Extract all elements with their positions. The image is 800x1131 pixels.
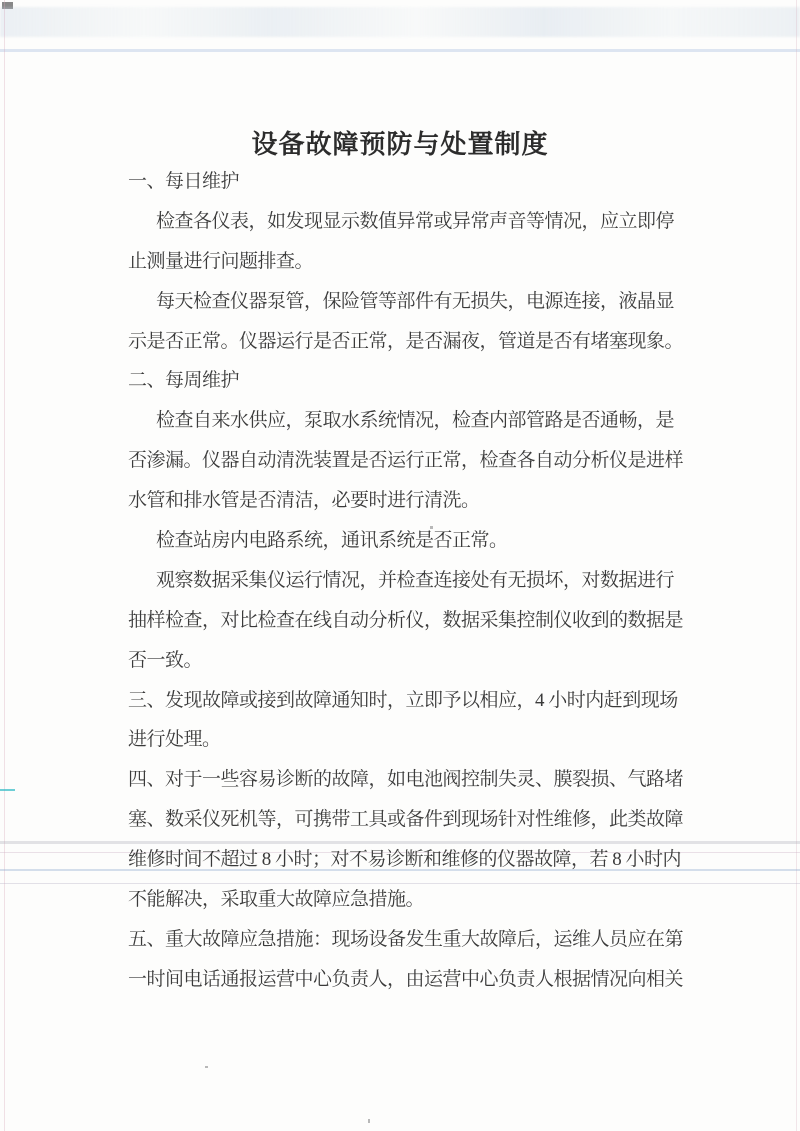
scan-speck — [368, 1119, 370, 1123]
text-line: 进行处理。 — [128, 729, 221, 751]
text-line: 否渗漏。仪器自动清洗装置是否运行正常，检查各自动分析仪是进样 — [128, 450, 684, 472]
text-line: 否一致。 — [128, 649, 203, 671]
text-line-section-5: 五、重大故障应急措施：现场设备发生重大故障后，运维人员应在第 — [128, 928, 684, 950]
text-line: 抽样检查，对比检查在线自动分析仪，数据采集控制仪收到的数据是 — [128, 609, 684, 631]
scan-noise-band — [0, 7, 800, 37]
scan-left-line — [4, 0, 5, 1131]
text-line-section-1: 一、每日维护 — [128, 171, 240, 192]
text-line: 水管和排水管是否清洁，必要时进行清洗。 — [128, 490, 480, 512]
text-line: 检查各仪表，如发现显示数值异常或异常声音等情况，应立即停 — [156, 210, 675, 232]
text-line: 观察数据采集仪运行情况，并检查连接处有无损坏，对数据进行 — [156, 569, 675, 591]
scan-speck — [205, 1066, 208, 1068]
text-line: 示是否正常。仪器运行是否正常，是否漏夜，管道是否有堵塞现象。 — [128, 330, 684, 352]
text-line: 维修时间不超过 8 小时；对不易诊断和维修的仪器故障，若 8 小时内 — [128, 849, 682, 871]
scan-right-line — [796, 0, 797, 1131]
text-line: 止测量进行问题排查。 — [128, 250, 314, 272]
text-line-section-4: 四、对于一些容易诊断的故障，如电池阀控制失灵、膜裂损、气路堵 — [128, 769, 684, 791]
text-line: 检查站房内电路系统，通讯系统是否正常。 — [156, 530, 508, 552]
document-title: 设备故障预防与处置制度 — [251, 130, 549, 159]
text-line: 每天检查仪器泵管，保险管等部件有无损失，电源连接，液晶显 — [156, 290, 675, 312]
text-line: 一时间电话通报运营中心负责人，由运营中心负责人根据情况向相关 — [128, 968, 684, 990]
scan-streak-top — [0, 49, 800, 52]
scan-cyan-tick — [0, 789, 15, 791]
text-line: 检查自来水供应，泵取水系统情况，检查内部管路是否通畅，是 — [156, 410, 675, 432]
text-line: 不能解决，采取重大故障应急措施。 — [128, 889, 425, 911]
text-line-section-2: 二、每周维护 — [128, 370, 240, 392]
text-line-section-3: 三、发现故障或接到故障通知时，立即予以相应，4 小时内赶到现场 — [128, 689, 678, 711]
text-line: 塞、数采仪死机等，可携带工具或备件到现场针对性维修，此类故障 — [128, 809, 684, 831]
document-body — [128, 162, 698, 1000]
